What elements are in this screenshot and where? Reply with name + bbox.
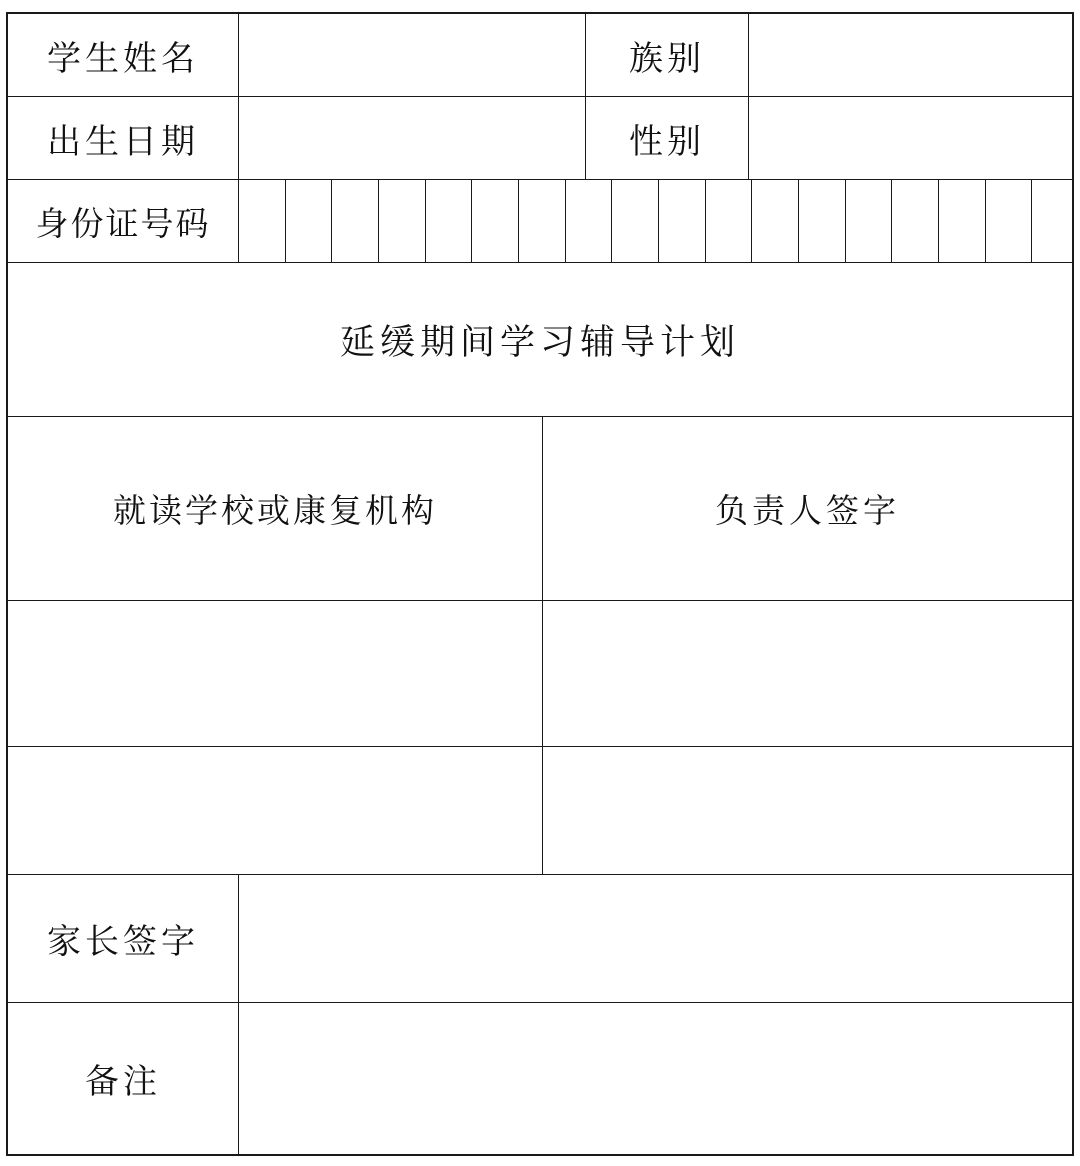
gender-field[interactable] <box>748 97 1072 179</box>
parent-signature-label: 家长签字 <box>47 922 199 962</box>
birthdate-field[interactable] <box>238 97 585 179</box>
ethnicity-field[interactable] <box>748 14 1072 96</box>
id-digit-box[interactable] <box>1031 180 1078 262</box>
school-entry-field[interactable] <box>8 601 542 746</box>
id-digit-box[interactable] <box>798 180 845 262</box>
row-plan-headers <box>8 417 1072 601</box>
signature-entry-field[interactable] <box>542 601 1072 746</box>
id-digit-box[interactable] <box>705 180 752 262</box>
plan-entry-row <box>8 747 1072 875</box>
id-number-label: 身份证号码 <box>35 203 211 243</box>
signature-entry-field[interactable] <box>542 747 1072 874</box>
id-digit-box[interactable] <box>331 180 378 262</box>
id-number-boxes <box>238 180 1072 262</box>
row-id-number <box>8 180 1072 263</box>
row-remarks <box>8 1003 1072 1154</box>
id-digit-box[interactable] <box>425 180 472 262</box>
deferral-form-table <box>6 12 1074 1156</box>
name-label: 学生姓名 <box>47 38 199 79</box>
name-field[interactable] <box>238 14 585 96</box>
gender-label: 性别 <box>585 97 748 179</box>
birthdate-label: 出生日期 <box>47 121 199 162</box>
row-parent-signature <box>8 875 1072 1003</box>
id-digit-box[interactable] <box>611 180 658 262</box>
id-digit-box[interactable] <box>751 180 798 262</box>
id-digit-box[interactable] <box>238 180 285 262</box>
id-digit-box[interactable] <box>938 180 985 262</box>
school-column-header: 就读学校或康复机构 <box>113 491 437 530</box>
plan-entry-row <box>8 601 1072 747</box>
ethnicity-label: 族别 <box>585 14 748 96</box>
id-digit-box[interactable] <box>985 180 1032 262</box>
id-digit-box[interactable] <box>658 180 705 262</box>
id-digit-box[interactable] <box>891 180 938 262</box>
id-digit-box[interactable] <box>471 180 518 262</box>
id-digit-box[interactable] <box>378 180 425 262</box>
row-plan-title <box>8 263 1072 417</box>
row-birthdate <box>8 97 1072 180</box>
id-digit-box[interactable] <box>845 180 892 262</box>
signature-column-header: 负责人签字 <box>542 417 1072 600</box>
row-name <box>8 14 1072 97</box>
parent-signature-field[interactable] <box>238 875 1072 1002</box>
id-digit-box[interactable] <box>285 180 332 262</box>
school-entry-field[interactable] <box>8 747 542 874</box>
remarks-label: 备注 <box>85 1062 161 1102</box>
remarks-field[interactable] <box>238 1003 1072 1154</box>
id-digit-box[interactable] <box>518 180 565 262</box>
plan-title: 延缓期间学习辅导计划 <box>339 322 740 363</box>
id-digit-box[interactable] <box>565 180 612 262</box>
